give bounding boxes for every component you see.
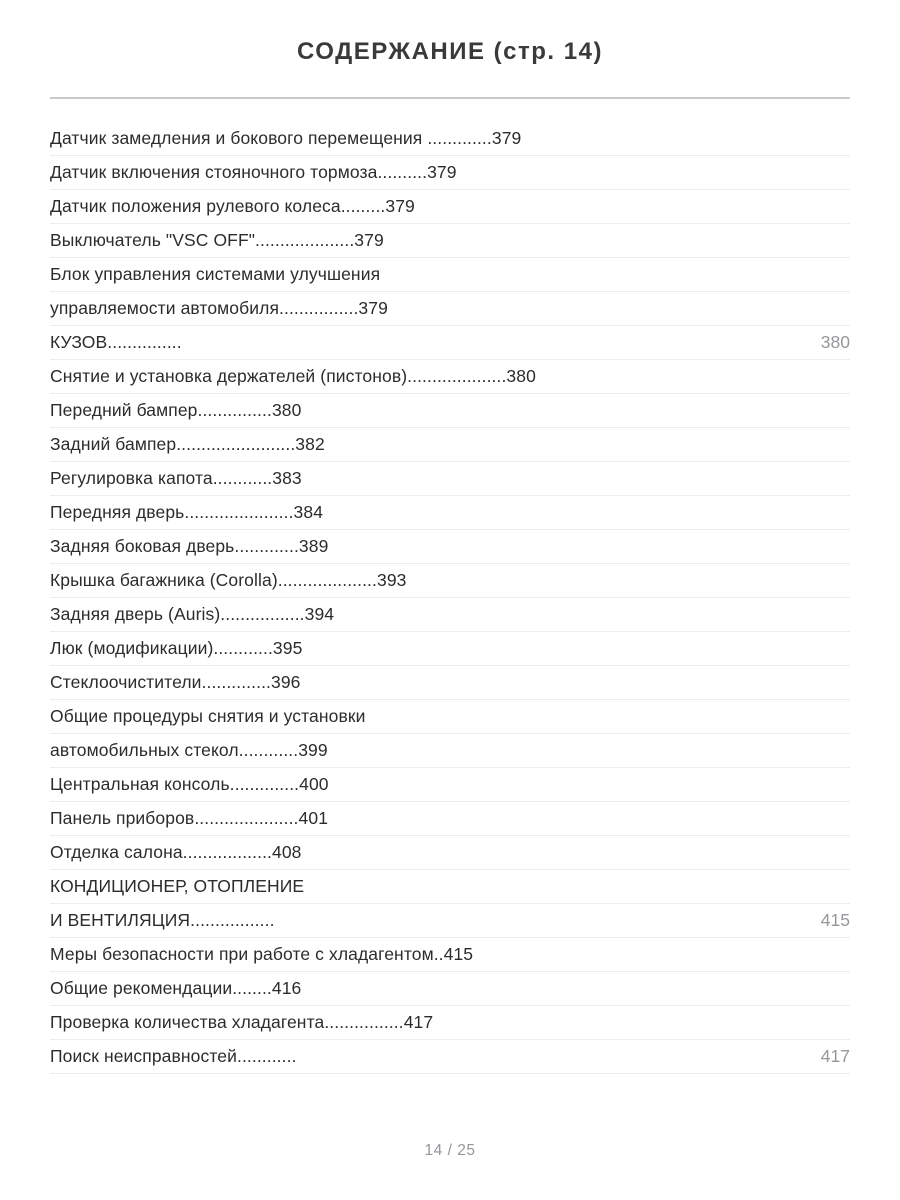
toc-entry-text: Регулировка капота............383 [50,468,302,488]
toc-entry [50,462,850,496]
toc-entry-text: Стеклоочистители..............396 [50,672,301,692]
toc-entry-page-number: 417 [820,1046,850,1066]
toc-entry [50,530,850,564]
toc-entry-text: Датчик замедления и бокового перемещения .............379 [50,128,522,148]
toc-entry-text: Панель приборов.....................401 [50,808,329,828]
toc-entry [50,666,850,700]
toc-entry [50,156,850,190]
toc-entry-text: Передняя дверь......................384 [50,502,324,522]
toc-list [50,122,850,1074]
toc-entry [50,904,850,938]
toc-entry-text: Датчик положения рулевого колеса.........379 [50,196,415,216]
toc-entry [50,870,850,904]
toc-entry [50,802,850,836]
toc-entry [50,632,850,666]
toc-entry [50,1040,850,1074]
page-indicator: 14 / 25 [424,1142,476,1159]
toc-entry [50,292,850,326]
toc-entry [50,258,850,292]
title-divider [50,97,850,99]
toc-entry [50,224,850,258]
toc-entry-text: Крышка багажника (Corolla)....................393 [50,570,407,590]
toc-entry [50,394,850,428]
toc-entry [50,190,850,224]
toc-entry-page-number: 380 [820,332,850,352]
toc-entry [50,360,850,394]
toc-entry [50,1006,850,1040]
toc-entry [50,122,850,156]
toc-entry [50,496,850,530]
page-title: СОДЕРЖАНИЕ (стр. 14) [297,38,603,65]
toc-entry [50,428,850,462]
toc-entry [50,836,850,870]
toc-entry-text: И ВЕНТИЛЯЦИЯ................. [50,910,275,930]
toc-entry-text: Задний бампер........................382 [50,434,325,454]
toc-entry-text: Меры безопасности при работе с хладагентом..415 [50,944,474,964]
toc-entry [50,598,850,632]
toc-entry [50,768,850,802]
toc-entry-text: Задняя боковая дверь.............389 [50,536,329,556]
toc-entry-text: Передний бампер...............380 [50,400,302,420]
toc-entry [50,326,850,360]
toc-entry-text: управляемости автомобиля................379 [50,298,388,318]
toc-entry-text: Блок управления системами улучшения [50,264,381,284]
toc-entry-text: Поиск неисправностей............ [50,1046,297,1066]
toc-entry [50,734,850,768]
toc-entry-text: Выключатель "VSC OFF"....................379 [50,230,384,250]
toc-entry-text: Общие рекомендации........416 [50,978,302,998]
toc-entry [50,938,850,972]
toc-entry-text: Проверка количества хладагента................417 [50,1012,434,1032]
toc-entry-text: Датчик включения стояночного тормоза..........379 [50,162,457,182]
toc-entry-text: Отделка салона..................408 [50,842,302,862]
toc-entry-text: Центральная консоль..............400 [50,774,329,794]
toc-entry-text: автомобильных стекол............399 [50,740,328,760]
toc-entry [50,972,850,1006]
toc-entry-text: КОНДИЦИОНЕР, ОТОПЛЕНИЕ [50,876,305,896]
toc-entry-text: Задняя дверь (Auris).................394 [50,604,335,624]
toc-entry-text: Люк (модификации)............395 [50,638,303,658]
toc-entry [50,700,850,734]
toc-entry-page-number: 415 [820,910,850,930]
toc-entry-text: Снятие и установка держателей (пистонов)....................380 [50,366,536,386]
toc-entry-text: КУЗОВ............... [50,332,182,352]
toc-entry [50,564,850,598]
toc-entry-text: Общие процедуры снятия и установки [50,706,366,726]
